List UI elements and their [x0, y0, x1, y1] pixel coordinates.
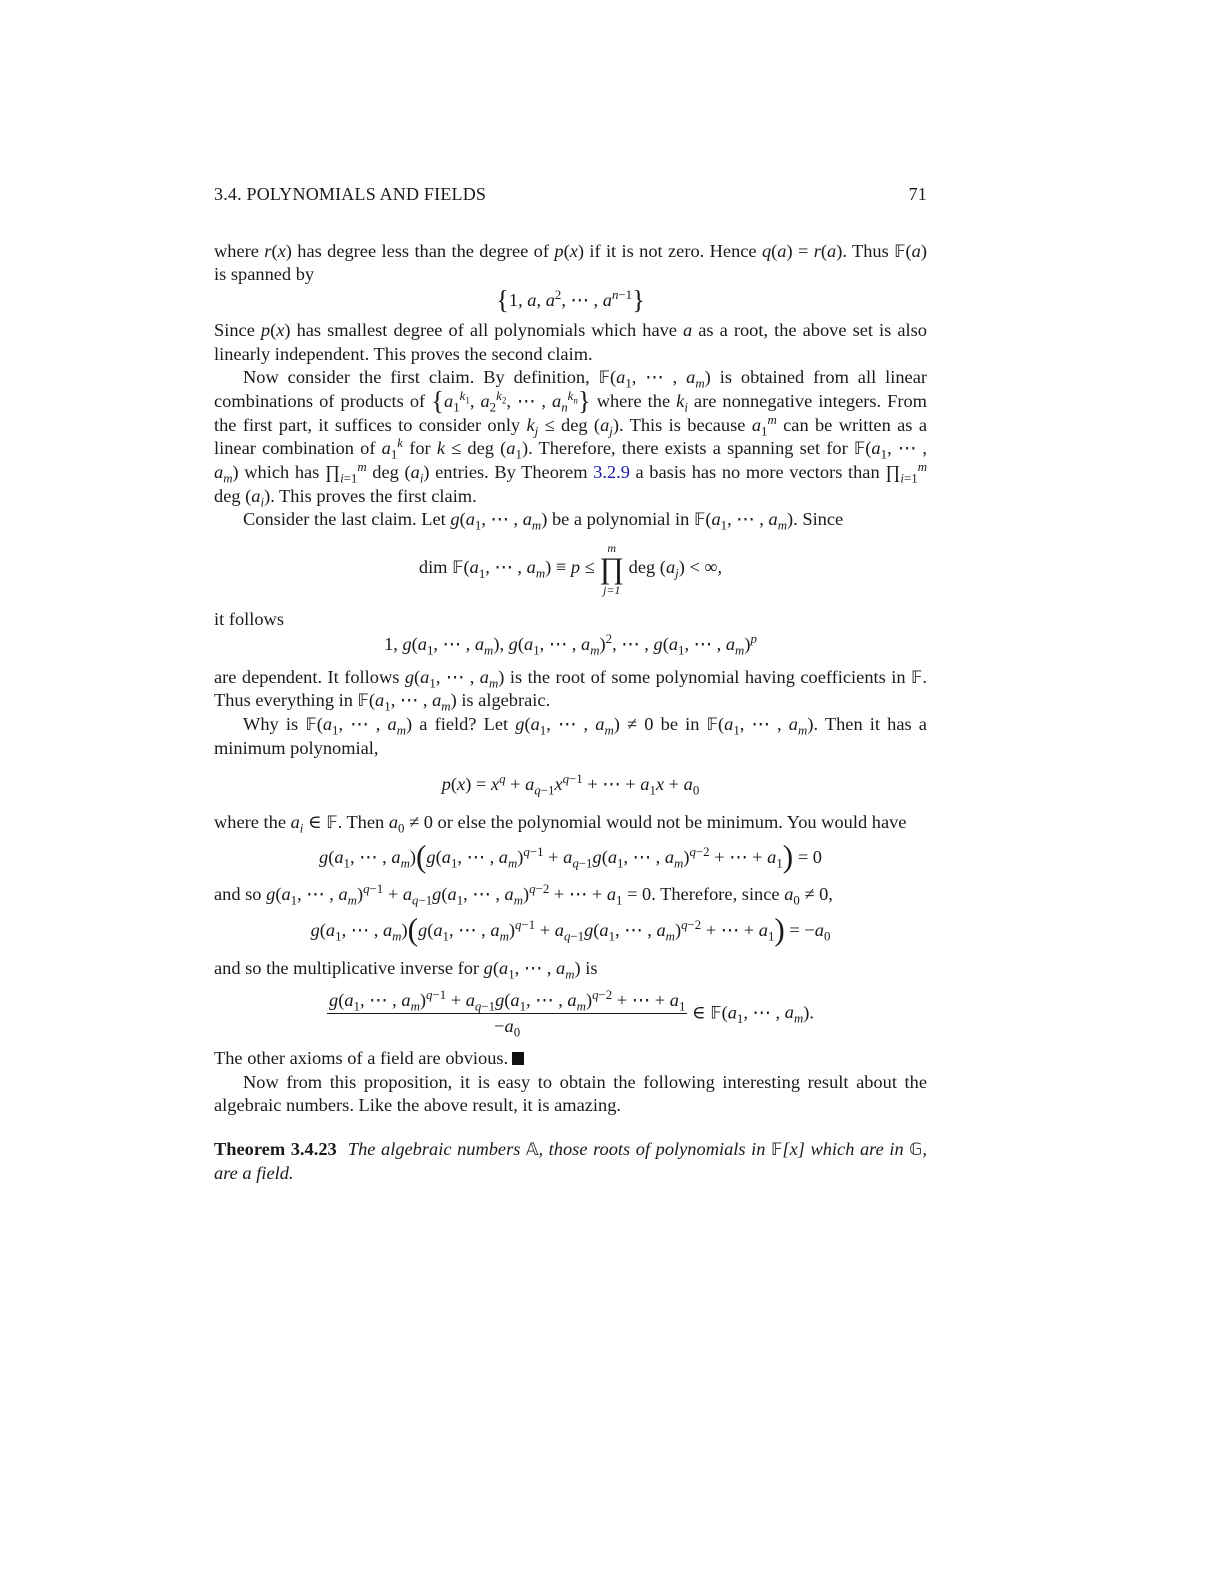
- equation: 1, $g(a_1$, ⋯ , $a_m$), $g(a_1$, ⋯ , $a_m)^2$, ⋯ , $g(a_1$, ⋯ , $a_m)^p$: [384, 631, 757, 658]
- paragraph: and so the multiplicative inverse for $g(a_1$, ⋯ , $a_m$) is: [214, 957, 598, 982]
- theorem-link[interactable]: 3.2.9: [593, 462, 630, 483]
- qed-symbol: [512, 1052, 524, 1065]
- equation: $p(x) = x^q + a_{q-1}x^{q-1}$ + ⋯ + $a_1x + a_0$: [441, 772, 700, 799]
- paragraph: Consider the last claim. Let $g(a_1$, ⋯ , $a_m$) be a polynomial in $𝔽(a_1$, ⋯ , $a_m$). Since: [243, 509, 844, 534]
- paragraph: it follows: [214, 609, 284, 630]
- equation: $\frac{g(a_1, \cdots , a_m)^{q-1} + a_{q-1}g(a_1, \cdots , a_m)^{q-2} + \cdots + a_1}{-a_0}$ ∈ $𝔽(a_1$, ⋯ , $a_m$).: [329, 987, 814, 1040]
- paragraph: and so $g(a_1$, ⋯ , $a_m)^{q-1} + a_{q-1}g(a_1$, ⋯ , $a_m)^{q-2}$ + ⋯ + $a_1 = 0$. Therefore, since $a_0 \ne 0$,: [214, 882, 833, 909]
- page-number: 71: [908, 184, 927, 204]
- page: [214, 183, 927, 1186]
- paragraph: are dependent. It follows $g(a_1$, ⋯ , $a_m$) is the root of some polynomial having coefficients in 𝔽. Thus everything in $𝔽(a_1$, ⋯ , $a_m$) is algebraic.: [214, 666, 927, 714]
- section-title: 3.4. POLYNOMIALS AND FIELDS: [214, 184, 487, 204]
- paragraph: Since p(x) has smallest degree of all polynomials which have a as a root, the above set is also linearly independent. This proves the second claim.: [214, 319, 927, 364]
- paragraph: where r(x) has degree less than the degree of p(x) if it is not zero. Hence q(a) = r(a). Thus 𝔽(a) is spanned by: [214, 240, 927, 285]
- paragraph: Now consider the first claim. By definition, $𝔽(a_1$, ⋯ , $a_m$) is obtained from all linear combinations of products of {$a_1^{k_1}$, $a_2^{k_2}$, ⋯ , $a_n^{k_n}$} where the $k_i$ are nonnegative integers. From the first part, it suffices to consider only $k_j$ ≤ deg $(a_j)$. This is because $a_1^m$ can be written as a linear combination of $a_1^k$ for k ≤ deg $(a_1)$. Therefore, there exists a spanning set for $𝔽(a_1$, ⋯ , $a_m$) which has $\prod_{i=1}^m$ deg $(a_i)$ entries. By Theorem 3.2.9 a basis has no more vectors than $\prod_{i=1}^m$ deg $(a_i)$. This proves the first claim.: [214, 367, 927, 510]
- equation: dim $𝔽(a_1$, ⋯ , $a_m) \equiv p$ ≤ m ∏ j=1 deg $(a_j)$ < ∞,: [418, 541, 723, 598]
- fraction: $\frac{g(a_1, \cdots , a_m)^{q-1} + a_{q-1}g(a_1, \cdots , a_m)^{q-2} + \cdots + a_1}{-a_0}$: [329, 987, 686, 1040]
- equation: {1, a, $a^2$, ⋯ , $a^{n-1}$}: [496, 284, 645, 315]
- theorem: Theorem 3.4.23 The algebraic numbers 𝔸, those roots of polynomials in 𝔽[x] which are in 𝔾, are a field.: [214, 1139, 927, 1183]
- running-head: [214, 183, 927, 207]
- equation: $g(a_1$, ⋯ , $a_m)(g(a_1$, ⋯ , $a_m)^{q-1} + a_{q-1}g(a_1$, ⋯ , $a_m)^{q-2}$ + ⋯ + $a_1) = 0$: [319, 838, 822, 874]
- paragraph: where the $a_i$ ∈ 𝔽. Then $a_0 \ne 0$ or else the polynomial would not be minimum. You would have: [214, 812, 907, 836]
- paragraph: Why is $𝔽(a_1$, ⋯ , $a_m$) a field? Let $g(a_1$, ⋯ , $a_m) \ne 0$ be in $𝔽(a_1$, ⋯ , $a_m$). Then it has a minimum polynomial,: [214, 713, 927, 758]
- paragraph: Now from this proposition, it is easy to obtain the following interesting result about the algebraic numbers. Like the above result, it is amazing.: [214, 1071, 927, 1116]
- paragraph: The other axioms of a field are obvious.: [214, 1047, 927, 1071]
- equation: $g(a_1$, ⋯ , $a_m)(g(a_1$, ⋯ , $a_m)^{q-1} + a_{q-1}g(a_1$, ⋯ , $a_m)^{q-2}$ + ⋯ + $a_1) = -a_0$: [310, 911, 831, 947]
